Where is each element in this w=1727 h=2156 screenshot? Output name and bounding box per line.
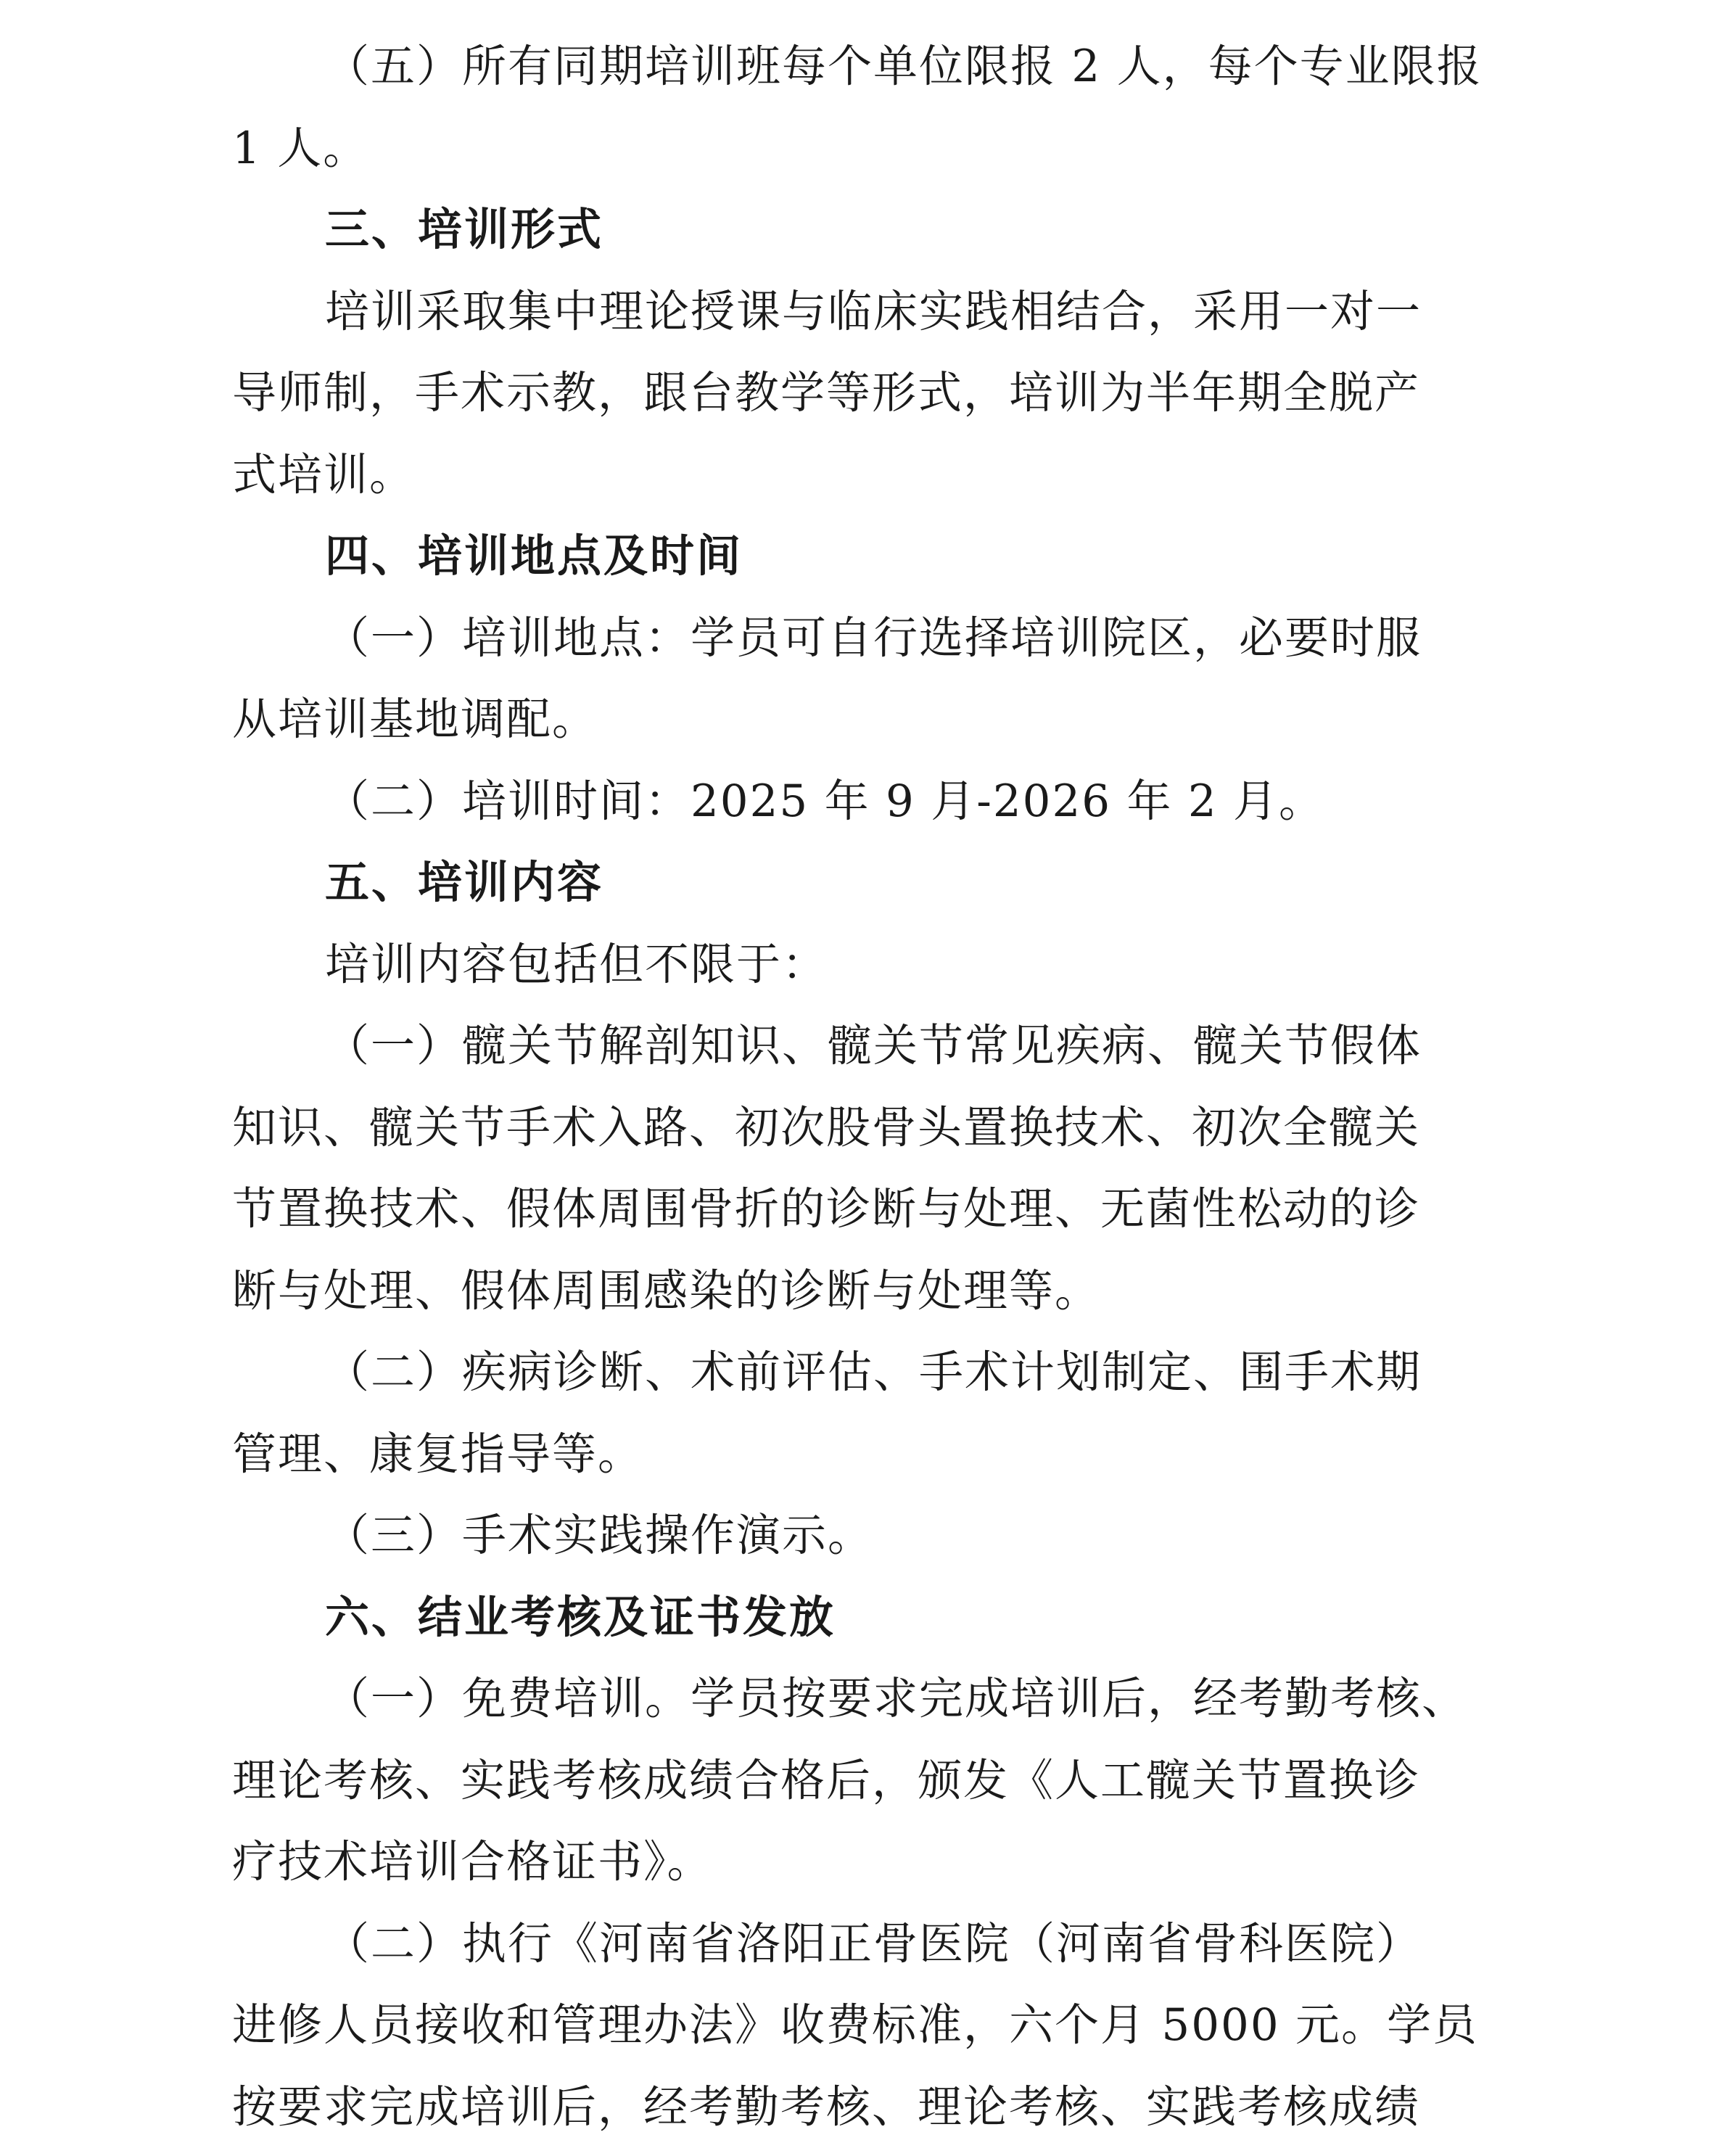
section-heading-training-format (232, 189, 1465, 271)
text-line: 管理、康复指导等。 (232, 1428, 644, 1480)
text-line: 理论考核、实践考核成绩合格后，颁发《人工髋关节置换诊 (232, 1754, 1421, 1806)
text-line: （二）培训时间：2025 年 9 月-2026 年 2 月。 (325, 775, 1325, 827)
section-heading: 三、培训形式 (325, 204, 604, 255)
text-line: （五）所有同期培训班每个单位限报 2 人，每个专业限报 (325, 41, 1483, 92)
section-heading-content (232, 842, 1465, 924)
paragraph-location (232, 598, 1465, 761)
text-line: 知识、髋关节手术入路、初次股骨头置换技术、初次全髋关 (232, 1101, 1421, 1153)
paragraph-assessment-1 (232, 1658, 1468, 1904)
paragraph-assessment-2 (232, 1904, 1479, 2149)
paragraph-time (232, 761, 1465, 843)
section-heading: 六、结业考核及证书发放 (325, 1591, 836, 1643)
text-line: （一）髋关节解剖知识、髋关节常见疾病、髋关节假体 (325, 1020, 1422, 1071)
text-line: （二）执行《河南省洛阳正骨医院（河南省骨科医院） (325, 1917, 1422, 1970)
paragraph-content-1 (232, 1005, 1465, 1332)
text-line: 节置换技术、假体周围骨折的诊断与处理、无菌性松动的诊 (232, 1183, 1421, 1235)
text-line: （一）培训地点：学员可自行选择培训院区，必要时服 (325, 612, 1422, 664)
text-line: 疗技术培训合格证书》。 (232, 1836, 713, 1888)
text-line: 导师制，手术示教，跟台教学等形式，培训为半年期全脱产 (232, 367, 1421, 419)
paragraph-quota (232, 26, 1483, 189)
text-line: 断与处理、假体周围感染的诊断与处理等。 (232, 1264, 1101, 1317)
text-line: 从培训基地调配。 (232, 694, 598, 745)
section-heading: 四、培训地点及时间 (325, 530, 743, 582)
text-line: 培训采取集中理论授课与临床实践相结合，采用一对一 (325, 285, 1422, 337)
paragraph-training-format (232, 271, 1465, 517)
paragraph-content-intro (232, 924, 1465, 1006)
section-heading-assessment (232, 1577, 1465, 1659)
text-line: 1 人。 (232, 122, 369, 174)
text-line: 培训内容包括但不限于： (325, 938, 828, 990)
document-page (232, 26, 1483, 2148)
paragraph-content-3 (232, 1495, 1465, 1577)
section-heading: 五、培训内容 (325, 857, 604, 908)
text-line: （一）免费培训。学员按要求完成培训后，经考勤考核、 (325, 1673, 1468, 1724)
text-line: （二）疾病诊断、术前评估、手术计划制定、围手术期 (325, 1346, 1422, 1398)
section-heading-location-time (232, 516, 1465, 598)
text-line: 进修人员接收和管理办法》收费标准，六个月 5000 元。学员 (232, 1999, 1479, 2051)
paragraph-content-2 (232, 1332, 1465, 1495)
text-line: （三）手术实践操作演示。 (325, 1510, 874, 1561)
text-line: 式培训。 (232, 448, 416, 501)
text-line: 按要求完成培训后，经考勤考核、理论考核、实践考核成绩 (232, 2081, 1421, 2133)
